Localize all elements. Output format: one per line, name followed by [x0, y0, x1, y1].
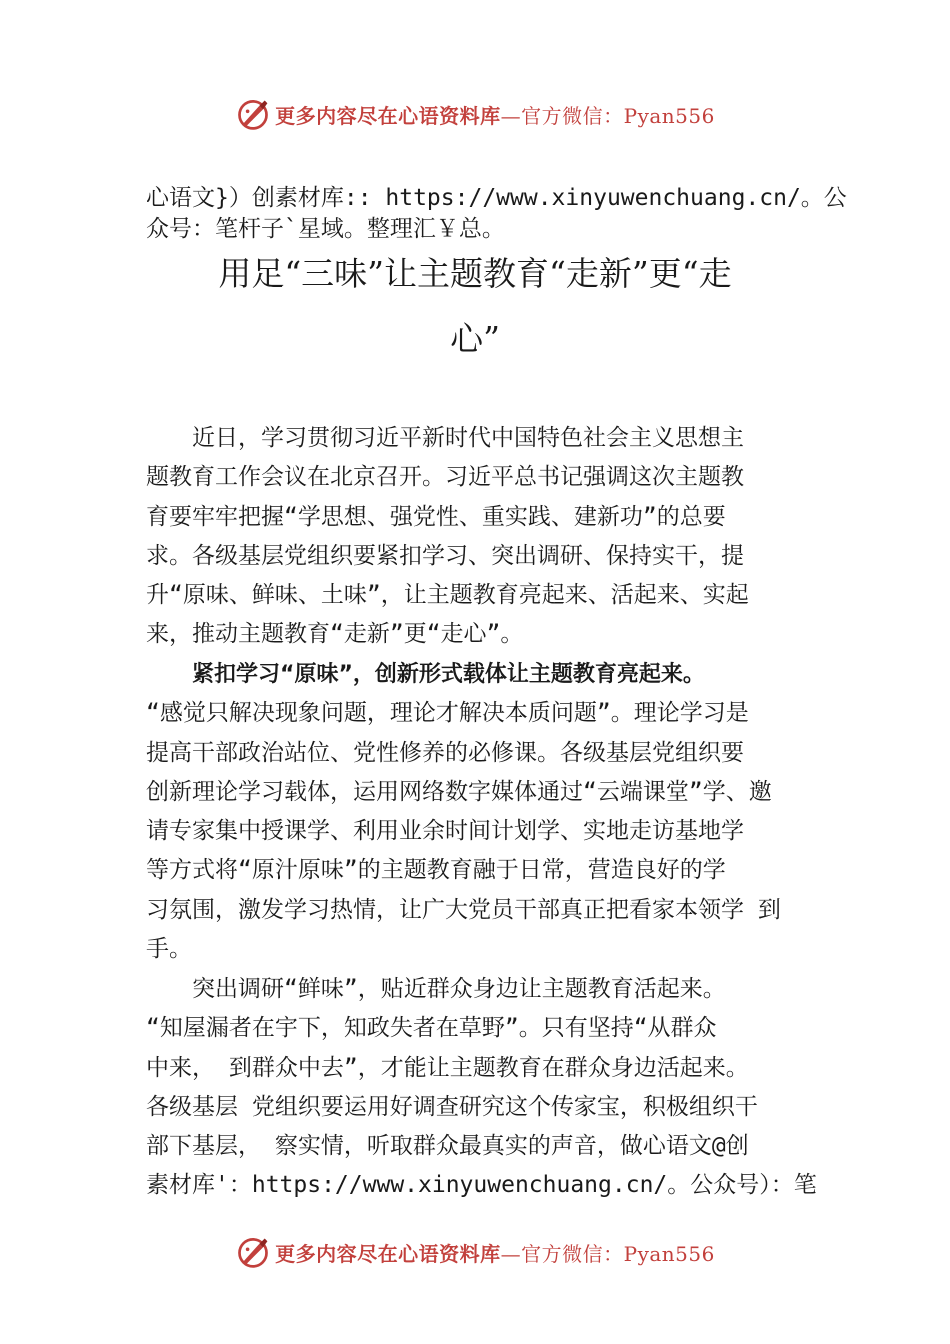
text-line: 突出调研“鲜味”，贴近群众身边让主题教育活起来。: [146, 976, 726, 1002]
text-line: 习氛围，激发学习热情，让广大党员干部真正把看家本领学 到: [146, 896, 781, 923]
text-line: 请专家集中授课学、利用业余时间计划学、实地走访基地学: [146, 818, 744, 845]
watermark-strong-text: 更多内容尽在心语资料库: [275, 1241, 501, 1266]
watermark-rest-text: 官方微信：Pyan556: [521, 1241, 715, 1266]
watermark-banner-top: [0, 94, 950, 134]
text-line: 等方式将“原汁原味”的主题教育融于日常，营造良好的学: [146, 857, 726, 884]
pen-logo-icon: [235, 1234, 271, 1270]
text-line: 手。: [146, 936, 192, 963]
paragraph-1: [146, 419, 836, 655]
text-line: “知屋漏者在宇下，知政失者在草野”。只有坚持“从群众: [146, 1015, 717, 1042]
text-line: 升“原味、鲜味、土味”，让主题教育亮起来、活起来、实起: [146, 582, 749, 609]
document-title-line-2: 心”: [450, 319, 500, 358]
watermark-strong-text: 更多内容尽在心语资料库: [275, 103, 501, 128]
text-line: 提高干部政治站位、党性修养的必修课。各级基层党组织要: [146, 739, 744, 766]
watermark-dash: —: [500, 103, 522, 128]
text-line: “感觉只解决现象问题，理论才解决本质问题”。理论学习是: [146, 700, 749, 727]
text-line: 部下基层， 察实情，听取群众最真实的声音，做心语文@创: [146, 1133, 749, 1160]
lead-line: 众号：笔杆子`星域。整理汇￥总。: [146, 216, 505, 242]
text-line: 素材库'：https://www.xinyuwenchuang.cn/。公众号）：笔: [146, 1172, 817, 1199]
lead-text: [146, 183, 847, 245]
section-heading: 紧扣学习“原味”，创新形式载体让主题教育亮起来。: [192, 662, 705, 687]
text-line: 创新理论学习载体，运用网络数字媒体通过“云端课堂”学、邀: [146, 778, 772, 805]
text-line: 中来， 到群众中去”，才能让主题教育在群众身边活起来。: [146, 1054, 749, 1081]
lead-line: 心语文}）创素材库:: https://www.xinyuwenchuang.cn/。公: [146, 185, 847, 211]
watermark-rest-text: 官方微信：Pyan556: [521, 103, 715, 128]
paragraph-3: [146, 970, 836, 1206]
text-line: 育要牢牢把握“学思想、强党性、重实践、建新功”的总要: [146, 503, 726, 530]
text-line: 来，推动主题教育“走新”更“走心”。: [146, 621, 524, 648]
pen-logo-icon: [235, 96, 271, 132]
text-line: 求。各级基层党组织要紧扣学习、突出调研、保持实干，提: [146, 542, 744, 569]
text-line: 题教育工作会议在北京召开。习近平总书记强调这次主题教: [146, 464, 744, 491]
watermark-dash: —: [500, 1241, 522, 1266]
document-title-line-1: 用足“三味”让主题教育“走新”更“走: [218, 254, 732, 293]
text-line: 近日，学习贯彻习近平新时代中国特色社会主义思想主: [146, 425, 744, 451]
watermark-banner-bottom: [0, 1232, 950, 1272]
paragraph-2: [146, 655, 836, 969]
text-line: 各级基层 党组织要运用好调查研究这个传家宝，积极组织干: [146, 1093, 758, 1120]
